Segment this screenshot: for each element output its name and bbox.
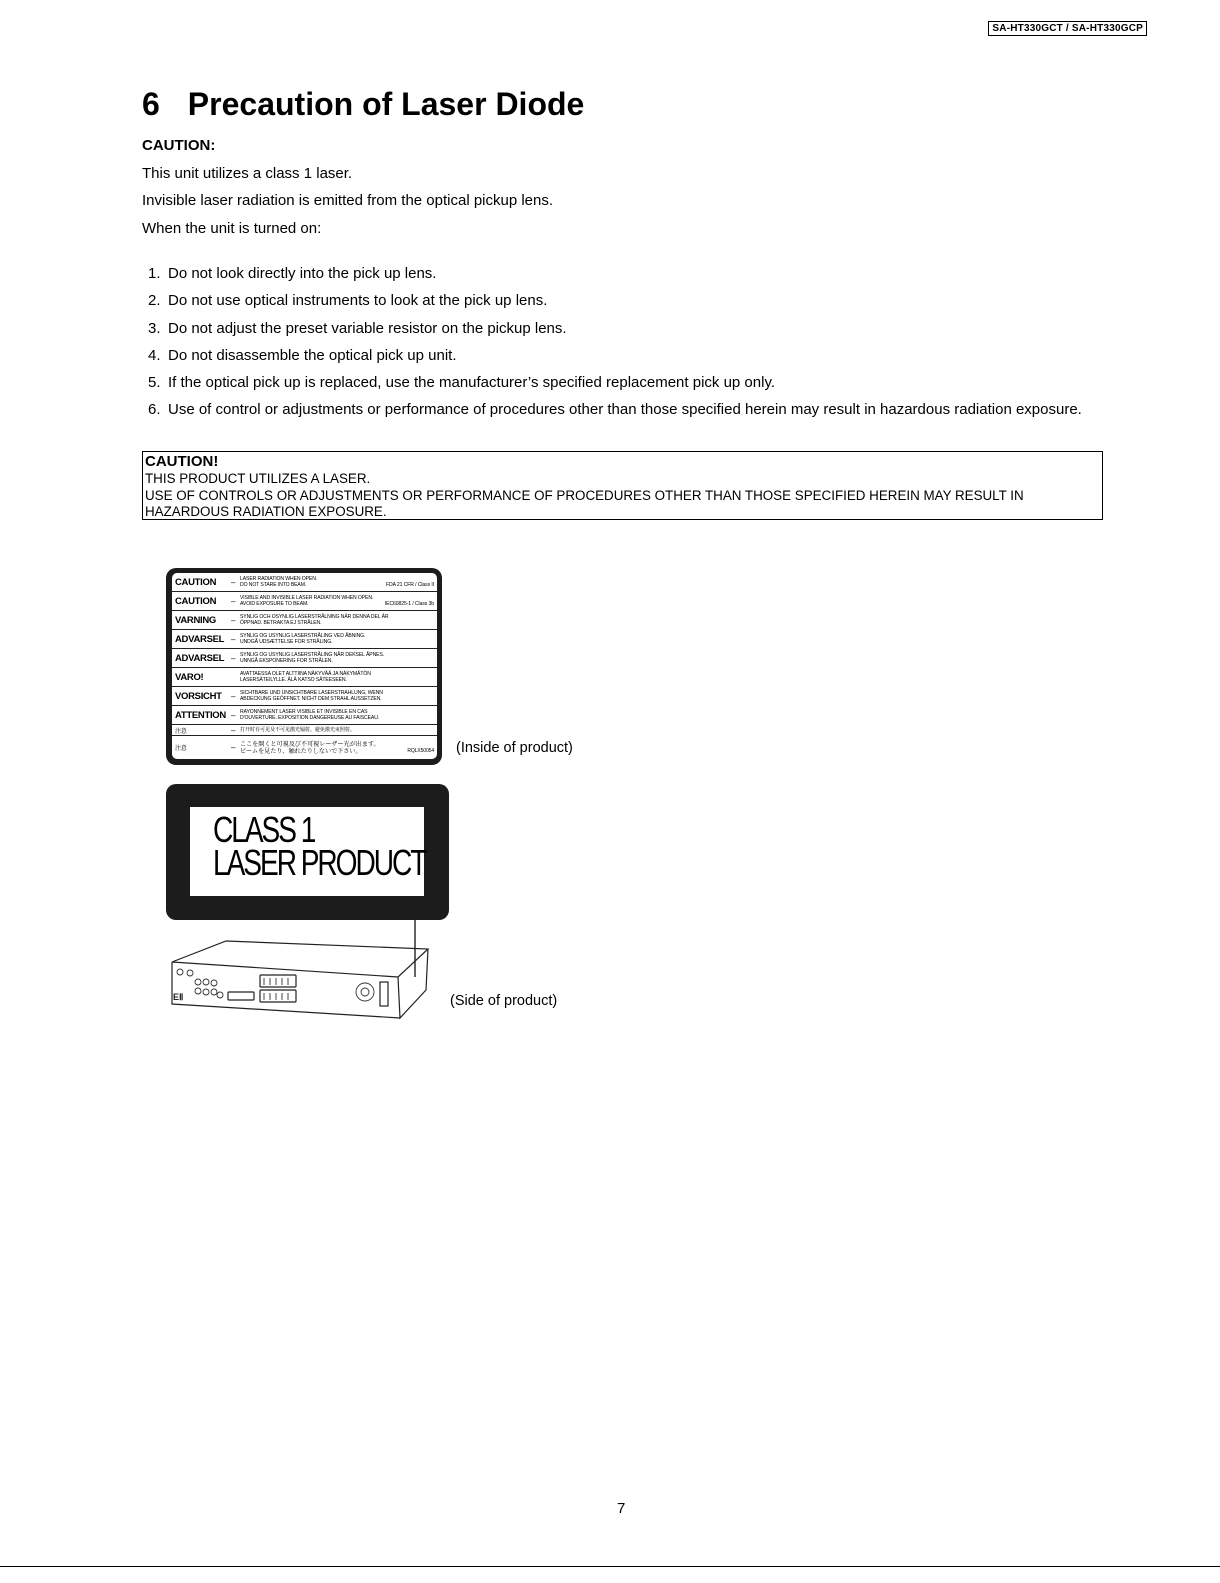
- warning-heading: ADVARSEL: [175, 633, 225, 645]
- section-title: Precaution of Laser Diode: [187, 86, 585, 122]
- intro-line: When the unit is turned on:: [142, 219, 322, 237]
- warning-row: [172, 668, 437, 687]
- page-number: 7: [617, 1500, 626, 1517]
- list-item: [148, 262, 1116, 285]
- warning-text: SYNLIG OG USYNLIG LASERSTRÅLING NÅR DEKSEL ÅPNES.: [240, 652, 385, 658]
- warning-text: D'OUVERTURE. EXPOSITION DANGEREUSE AU FAISCEAU.: [240, 715, 380, 721]
- warning-text: ビームを見たり、触れたりしないで下さい。: [240, 747, 362, 755]
- list-item: [148, 289, 1116, 312]
- warning-text: DO NOT STARE INTO BEAM.: [240, 582, 307, 588]
- precaution-list: [148, 262, 1116, 426]
- warning-text: LASERSÄTEILYLLE. ÄLÄ KATSO SÄTEESEEN.: [240, 677, 347, 683]
- warning-text: LASER RADIATION WHEN OPEN.: [240, 576, 318, 582]
- warning-text: SICHTBARE UND UNSICHTBARE LASERSTRAHLUNG, WENN: [240, 690, 383, 696]
- warning-heading: CAUTION: [175, 595, 217, 607]
- warning-text: 打开时有可见及不可见激光辐射。避免激光束照射。: [240, 727, 355, 733]
- list-item-text: Do not use optical instruments to look at the pick up lens.: [168, 292, 548, 310]
- side-caption: (Side of product): [450, 993, 558, 1009]
- warning-text: ここを開くと可視及び不可視レーザー光が出ます。: [240, 740, 380, 748]
- warning-row: CAUTION – LASER RADIATION WHEN OPEN. DO NOT STARE INTO BEAM. FDA 21 CFR / Class II: [172, 573, 437, 592]
- warning-standard: FDA 21 CFR / Class II: [386, 582, 434, 588]
- warning-row: CAUTION – VISIBLE AND INVISIBLE LASER RADIATION WHEN OPEN. AVOID EXPOSURE TO BEAM. IEC60825-1 / Class 3b: [172, 592, 437, 611]
- list-item-text: If the optical pick up is replaced, use the manufacturer’s specified replacement pick up only.: [168, 374, 775, 392]
- warning-text: ABDECKUNG GEÖFFNET. NICHT DEM STRAHL AUSSETZEN.: [240, 696, 382, 702]
- caution-box-title: CAUTION!: [145, 453, 219, 470]
- class1-line: CLASS 1: [213, 809, 315, 850]
- list-item-number: 6.: [148, 401, 161, 419]
- class1-label-body: [190, 807, 424, 896]
- warning-heading: 注意: [175, 728, 187, 735]
- list-item-text: Do not disassemble the optical pick up unit.: [168, 346, 457, 364]
- section-number: 6: [142, 86, 160, 122]
- warning-heading: VARO!: [175, 671, 204, 683]
- list-item: [148, 371, 1116, 394]
- warning-row: 注意 – ここを開くと可視及び不可視レーザー光が出ます。 ビームを見たり、触れたりしないで下さい。 RQLX50054: [175, 740, 434, 755]
- warning-text: SYNLIG OG USYNLIG LASERSTRÅLING VED ÅBNING.: [240, 633, 366, 639]
- section-heading: [142, 86, 584, 123]
- list-item-text: Do not adjust the preset variable resistor on the pickup lens.: [168, 319, 567, 337]
- inside-caption: (Inside of product): [456, 740, 573, 756]
- list-item-number: 2.: [148, 292, 161, 310]
- warning-standard: RQLX50054: [407, 747, 434, 754]
- list-item: [148, 317, 1116, 340]
- warning-standard: IEC60825-1 / Class 3b: [384, 601, 434, 607]
- list-item: [148, 398, 1116, 421]
- intro-text: [142, 136, 553, 246]
- model-number-tag: SA-HT330GCT / SA-HT330GCP: [988, 21, 1147, 36]
- laser-warning-label: [166, 568, 442, 765]
- svg-text:EⅡ: EⅡ: [173, 992, 184, 1002]
- warning-row: ATTENTION – RAYONNEMENT LASER VISIBLE ET INVISIBLE EN CAS D'OUVERTURE. EXPOSITION DANGEREUSE AU FAISCEAU.: [172, 706, 437, 725]
- list-item-number: 3.: [148, 319, 161, 337]
- list-item-number: 5.: [148, 374, 161, 392]
- warning-text: UNDGÅ UDSÆTTELSE FOR STRÅLING.: [240, 639, 333, 645]
- warning-row: VORSICHT – SICHTBARE UND UNSICHTBARE LASERSTRAHLUNG, WENN ABDECKUNG GEÖFFNET. NICHT DEM STRAHL AUSSETZEN.: [172, 687, 437, 706]
- caution-box-line: THIS PRODUCT UTILIZES A LASER.: [145, 471, 371, 486]
- warning-heading: ATTENTION: [175, 709, 226, 721]
- warning-text: ÖPPNAD. BETRAKTA EJ STRÅLEN.: [240, 620, 322, 626]
- warning-heading: VARNING: [175, 614, 217, 626]
- warning-heading: VORSICHT: [175, 690, 222, 702]
- warning-row: ADVARSEL – SYNLIG OG USYNLIG LASERSTRÅLING NÅR DEKSEL ÅPNES. UNNGÅ EKSPONERING FOR STRÅLEN.: [172, 649, 437, 668]
- warning-label-body: [172, 573, 437, 759]
- list-item-text: Do not look directly into the pick up lens.: [168, 265, 437, 282]
- bottom-rule: [0, 1566, 1220, 1567]
- list-item-text: Use of control or adjustments or performance of procedures other than those specified herein may result in hazardous radiation exposure.: [168, 401, 1082, 419]
- list-item-number: 4.: [148, 346, 161, 364]
- warning-text: RAYONNEMENT LASER VISIBLE ET INVISIBLE EN CAS: [240, 709, 368, 715]
- list-item-number: 1.: [148, 265, 161, 282]
- caution-box: [142, 451, 1103, 520]
- warning-row: 注意 – 打开时有可见及不可见激光辐射。避免激光束照射。: [172, 725, 437, 736]
- warning-text: AVATTAESSA OLET ALTTIINA NÄKYVÄÄ JA NÄKYMÄTÖN: [240, 671, 371, 677]
- intro-line: This unit utilizes a class 1 laser.: [142, 164, 353, 182]
- intro-line: Invisible laser radiation is emitted from the optical pickup lens.: [142, 192, 554, 209]
- list-item: [148, 344, 1116, 367]
- class1-laser-label: [166, 784, 449, 920]
- warning-heading: ADVARSEL: [175, 652, 225, 664]
- caution-label: CAUTION:: [142, 137, 216, 154]
- warning-text: UNNGÅ EKSPONERING FOR STRÅLEN.: [240, 658, 333, 664]
- warning-text: AVOID EXPOSURE TO BEAM.: [240, 601, 309, 607]
- product-rear-illustration: [168, 920, 438, 1025]
- warning-row: VARNING – SYNLIG OCH OSYNLIG LASERSTRÅLNING NÄR DENNA DEL ÄR ÖPPNAD. BETRAKTA EJ STRÅLEN.: [172, 611, 437, 630]
- warning-heading: CAUTION: [175, 576, 217, 588]
- warning-text: VISIBLE AND INVISIBLE LASER RADIATION WHEN OPEN.: [240, 595, 374, 601]
- warning-text: SYNLIG OCH OSYNLIG LASERSTRÅLNING NÄR DENNA DEL ÄR: [240, 614, 389, 620]
- warning-heading: 注意: [175, 746, 187, 752]
- caution-box-line: USE OF CONTROLS OR ADJUSTMENTS OR PERFORMANCE OF PROCEDURES OTHER THAN THOSE SPECIFIED HEREIN MAY RESULT IN HAZARDOUS RADIATION EXPOSURE.: [145, 487, 1024, 519]
- class1-line: LASER PRODUCT: [213, 842, 426, 883]
- warning-row: ADVARSEL – SYNLIG OG USYNLIG LASERSTRÅLING VED ÅBNING. UNDGÅ UDSÆTTELSE FOR STRÅLING.: [172, 630, 437, 649]
